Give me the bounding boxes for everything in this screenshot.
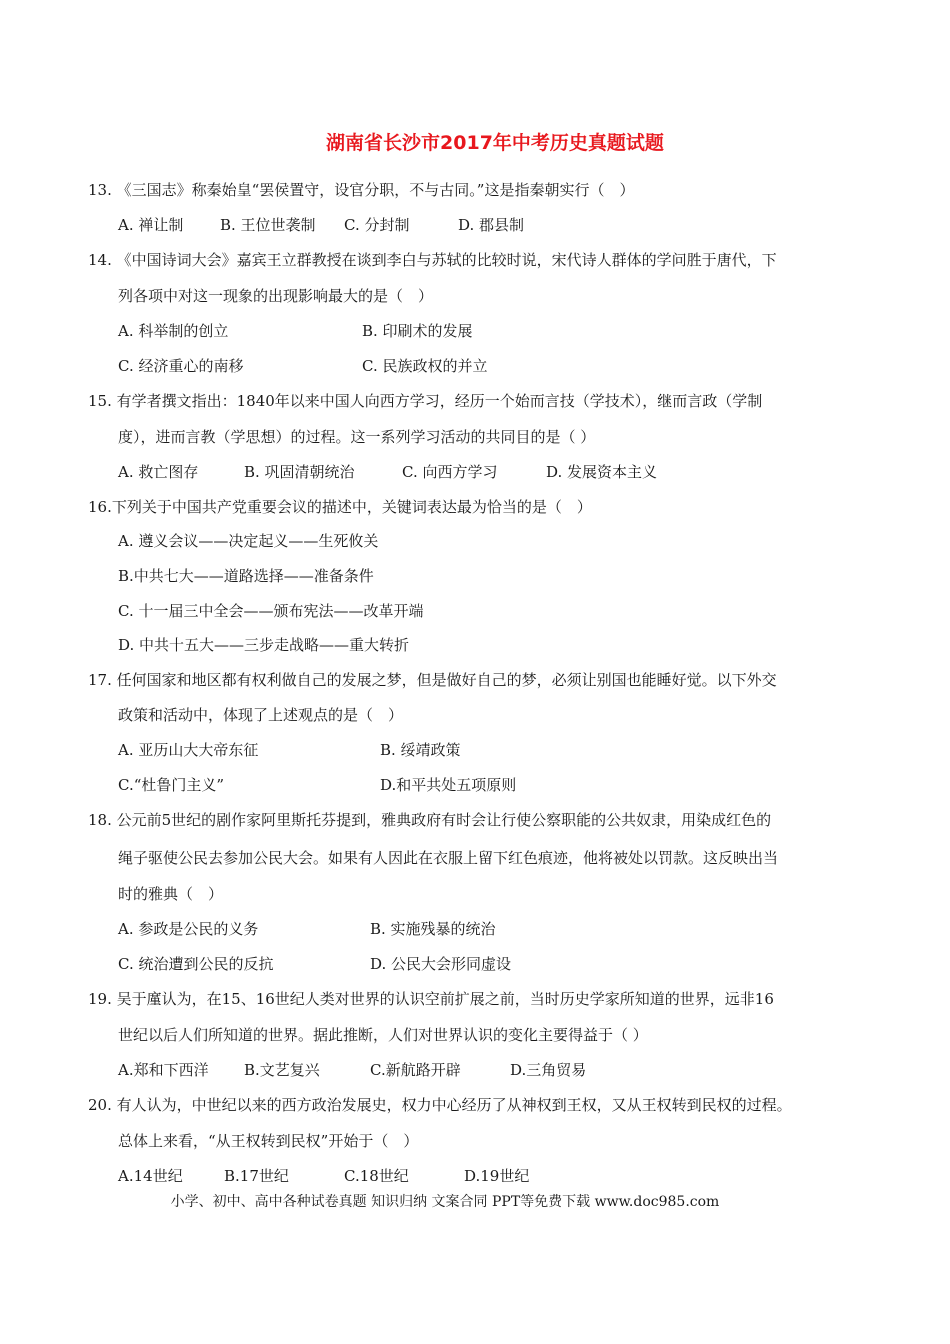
- option: B. 绥靖政策: [380, 741, 461, 759]
- option: D. 公民大会形同虚设: [370, 955, 512, 973]
- option: C.18世纪: [344, 1167, 409, 1185]
- option: A.郑和下西洋: [118, 1061, 209, 1079]
- option: D.三角贸易: [510, 1061, 587, 1079]
- option: B. 巩固清朝统治: [244, 463, 355, 481]
- question-stem: 17. 任何国家和地区都有权利做自己的发展之梦，但是做好自己的梦，必须让别国也能睡好觉。以下外交: [88, 671, 777, 689]
- question-stem: 13. 《三国志》称秦始皇“罢侯置守，设官分职，不与古同。”这是指秦朝实行（ ）: [88, 181, 635, 199]
- option: D. 发展资本主义: [546, 463, 658, 481]
- option: B. 印刷术的发展: [362, 322, 473, 340]
- option: C. 分封制: [344, 216, 410, 234]
- question-stem: 14. 《中国诗词大会》嘉宾王立群教授在谈到李白与苏轼的比较时说，宋代诗人群体的学问胜于唐代，下: [88, 251, 777, 269]
- question-stem-continued: 总体上来看，“从王权转到民权”开始于（ ）: [118, 1132, 419, 1150]
- option-row: [118, 1166, 918, 1186]
- option: C. 向西方学习: [402, 463, 498, 481]
- question-stem-continued: 列各项中对这一现象的出现影响最大的是（ ）: [118, 287, 434, 305]
- option: A. 遵义会议——决定起义——生死攸关: [118, 532, 379, 550]
- question-stem-continued: 世纪以后人们所知道的世界。据此推断，人们对世界认识的变化主要得益于（ ）: [118, 1026, 648, 1044]
- option: A. 亚历山大大帝东征: [118, 741, 259, 759]
- option-row: [118, 462, 918, 482]
- option: C. 统治遭到公民的反抗: [118, 955, 274, 973]
- page-title: 湖南省长沙市2017年中考历史真题试题: [326, 132, 664, 154]
- option: A. 禅让制: [118, 216, 184, 234]
- option: C. 十一届三中全会——颁布宪法——改革开端: [118, 602, 424, 620]
- option: A.14世纪: [118, 1167, 183, 1185]
- option: A. 救亡图存: [118, 463, 199, 481]
- question-stem: 18. 公元前5世纪的剧作家阿里斯托芬提到，雅典政府有时会让行使公察职能的公共奴隶，用染成红色的: [88, 811, 772, 829]
- option: A. 参政是公民的义务: [118, 920, 259, 938]
- option: B.中共七大——道路选择——准备条件: [118, 567, 374, 585]
- option: B.17世纪: [224, 1167, 289, 1185]
- option: D.19世纪: [464, 1167, 530, 1185]
- option-row: [118, 919, 918, 939]
- option: C.新航路开辟: [370, 1061, 461, 1079]
- option-row: [118, 1060, 918, 1080]
- question-stem-continued: 绳子驱使公民去参加公民大会。如果有人因此在衣服上留下红色痕迹，他将被处以罚款。这反映出当: [118, 849, 779, 867]
- question-stem: 20. 有人认为，中世纪以来的西方政治发展史，权力中心经历了从神权到王权，又从王权转到民权的过程。: [88, 1096, 792, 1114]
- question-stem-continued: 度），进而言教（学思想）的过程。这一系列学习活动的共同目的是（ ）: [118, 428, 596, 446]
- option: D. 郡县制: [458, 216, 525, 234]
- option-row: [118, 215, 918, 235]
- question-stem-continued: 时的雅典（ ）: [118, 885, 224, 903]
- option: A. 科举制的创立: [118, 322, 229, 340]
- option: D. 中共十五大——三步走战略——重大转折: [118, 636, 410, 654]
- option-row: [118, 356, 918, 376]
- option: C.“杜鲁门主义”: [118, 776, 225, 794]
- option-row: [118, 954, 918, 974]
- option: B.文艺复兴: [244, 1061, 320, 1079]
- option-row: [118, 775, 918, 795]
- question-stem: 19. 吴于廑认为，在15、16世纪人类对世界的认识空前扩展之前，当时历史学家所知道的世界，远非16: [88, 990, 774, 1008]
- question-stem: 16.下列关于中国共产党重要会议的描述中，关键词表达最为恰当的是（ ）: [88, 498, 592, 516]
- page-footer: 小学、初中、高中各种试卷真题 知识归纳 文案合同 PPT等免费下载 www.doc985.com: [170, 1194, 720, 1210]
- option: C. 民族政权的并立: [362, 357, 488, 375]
- option: B. 实施残暴的统治: [370, 920, 496, 938]
- question-stem: 15. 有学者撰文指出：1840年以来中国人向西方学习，经历一个始而言技（学技术），继而言政（学制: [88, 392, 763, 410]
- question-stem-continued: 政策和活动中，体现了上述观点的是（ ）: [118, 706, 404, 724]
- option: B. 王位世袭制: [220, 216, 316, 234]
- option-row: [118, 321, 918, 341]
- option: C. 经济重心的南移: [118, 357, 244, 375]
- option: D.和平共处五项原则: [380, 776, 517, 794]
- option-row: [118, 740, 918, 760]
